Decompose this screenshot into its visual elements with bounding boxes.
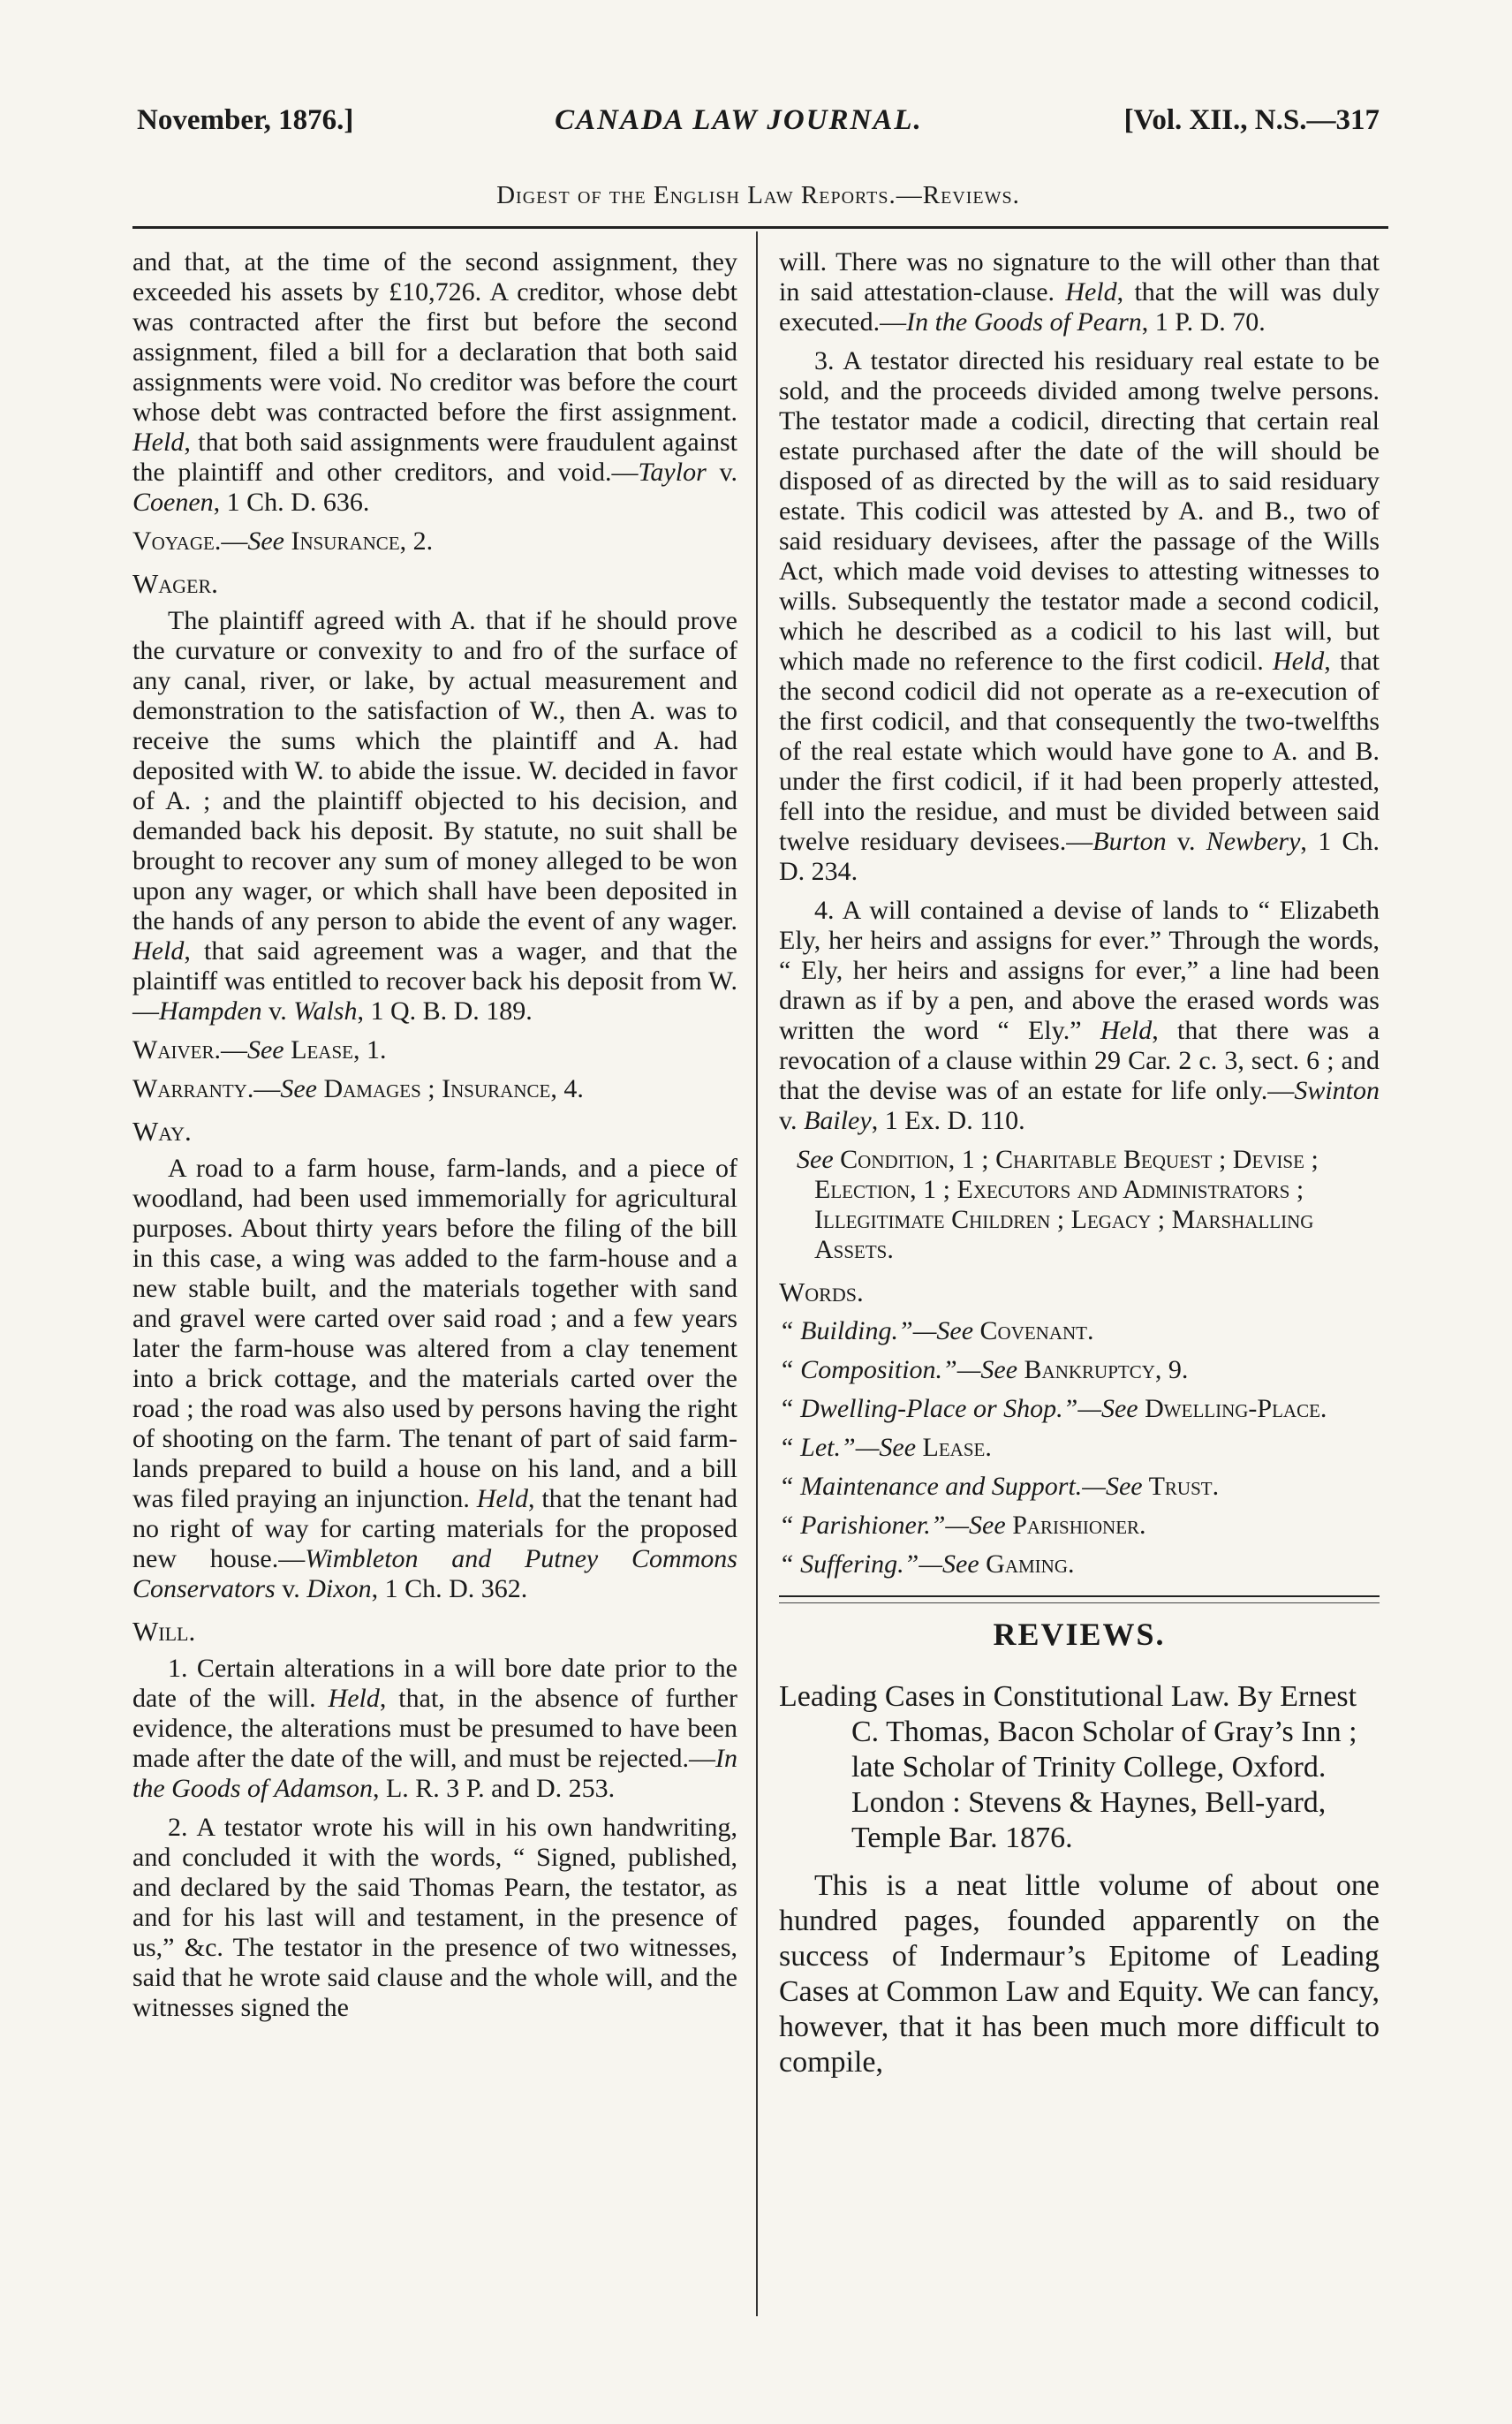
review-book-heading: Leading Cases in Constitutional Law. By Ernest C. Thomas, Bacon Scholar of Gray’s Inn ; late Scholar of Trinity College, Oxford. London : Stevens & Haynes, Bell-yard, Temple Bar. 1876.: [779, 1680, 1357, 1854]
case-name: In the Goods of Adamson: [132, 1744, 737, 1803]
entry-term: Waiver.—: [132, 1035, 247, 1064]
text-run: , that the tenant had no right of way for carting materials for the proposed new house.—: [132, 1484, 737, 1573]
word-term: “ Let.”—See: [779, 1433, 917, 1462]
citation: , 1 Q. B. D. 189.: [357, 996, 533, 1026]
running-head: [137, 99, 1380, 141]
word-entry: [779, 1511, 1380, 1541]
case-name: In the Goods of Pearn: [906, 307, 1142, 337]
citation: , 1 Ch. D. 234.: [779, 827, 1380, 886]
held: Held: [476, 1484, 529, 1513]
warranty-entry: [132, 1074, 737, 1104]
citation: , L. R. 3 P. and D. 253.: [372, 1774, 616, 1803]
reviews-title: REVIEWS.: [993, 1617, 1166, 1652]
word-term: “ Parishioner.”—See: [779, 1511, 1006, 1540]
will-paragraph-3: [779, 346, 1380, 887]
reviews-rule: [779, 1595, 1380, 1597]
case-name: Coenen: [132, 488, 214, 517]
text-run: 4. A will contained a devise of lands to “ Elizabeth Ely, her heirs and assigns for ever.” Through the words, “ Ely, her heirs and assigns for ever,” a line had been drawn as if by a pen, and above the erased words was written the word “ Ely.”: [779, 896, 1380, 1045]
case-name: Walsh: [293, 996, 358, 1026]
held: Held: [1065, 277, 1117, 307]
words-heading: Words.: [779, 1276, 864, 1307]
citation: , 1 Ch. D. 636.: [213, 488, 370, 517]
journal-title: CANADA LAW JOURNAL.: [555, 103, 923, 136]
text-run: will. There was no signature to the will other than that in said attestation-clause.: [779, 247, 1380, 307]
text-run: , that said agreement was a wager, and that the plaintiff was entitled to recover back his deposit from W.—: [132, 936, 737, 1026]
will-see-also: [779, 1145, 1380, 1265]
citation: , 1 Ch. D. 362.: [371, 1574, 528, 1603]
cross-reference: Dwelling-Place.: [1138, 1394, 1327, 1423]
cross-reference: Lease.: [916, 1433, 992, 1462]
cross-reference: Condition, 1 ; Charitable Bequest ; Devise ; Election, 1 ; Executors and Administrators ; Illegitimate Children ; Legacy ; Marshalling Assets.: [814, 1145, 1319, 1264]
cross-reference: Lease, 1.: [284, 1035, 387, 1064]
held: Held: [328, 1684, 380, 1713]
word-term: “ Dwelling-Place or Shop.”—See: [779, 1394, 1138, 1423]
cross-reference: Bankruptcy, 9.: [1017, 1355, 1189, 1384]
held: Held: [1272, 647, 1325, 676]
versus: v.: [779, 1106, 805, 1135]
text-run: , that, in the absence of further evidence, the alterations must be presumed to have been made after the date of the will, and must be rejected.—: [132, 1684, 737, 1773]
wager-paragraph: [132, 606, 737, 1026]
will-paragraph-4: [779, 896, 1380, 1136]
section-heading: Digest of the English Law Reports.—Reviews.: [496, 181, 1020, 209]
assignment-paragraph: [132, 247, 737, 518]
word-entry: [779, 1433, 1380, 1463]
see: See: [797, 1145, 834, 1174]
word-entry: [779, 1472, 1380, 1502]
entry-term: Voyage.—: [132, 526, 248, 556]
text-run: 1. Certain alterations in a will bore date prior to the date of the will.: [132, 1654, 737, 1713]
word-entry: [779, 1316, 1380, 1346]
held: Held: [132, 428, 185, 457]
way-paragraph: [132, 1154, 737, 1604]
text-run: A road to a farm house, farm-lands, and a piece of woodland, had been used immemorially for agricultural purposes. About thirty years before the filing of the bill in this case, a wing was added to the farm-house and a new stable built, and the materials together with sand and gravel were carted over said road ; and a few years later the farm-house was altered from a clay tenement into a brick cottage, and the materials carted over the road ; the road was also used by persons having the right of shooting on the farm. The tenant of part of said farm-lands prepared to build a house on his land, and a bill was filed praying an injunction.: [132, 1154, 737, 1513]
way-heading: Way.: [132, 1116, 192, 1147]
case-name: Dixon: [306, 1574, 372, 1603]
word-term: “ Suffering.”—See: [779, 1549, 979, 1579]
citation: , 1 P. D. 70.: [1141, 307, 1266, 337]
see: See: [280, 1074, 317, 1103]
versus: v.: [275, 1574, 307, 1603]
see: See: [246, 1035, 284, 1064]
case-name: Wimbleton and Putney Commons Conservators: [132, 1544, 737, 1603]
word-entry: [779, 1549, 1380, 1579]
word-entry: [779, 1355, 1380, 1385]
versus: v.: [706, 458, 737, 487]
entry-term: Warranty.—: [132, 1074, 281, 1103]
citation: , 1 Ex. D. 110.: [871, 1106, 1025, 1135]
text-run: The plaintiff agreed with A. that if he should prove the curvature or convexity to and fro of the surface of any canal, river, or lake, by actual measurement and demonstration to the satisfaction of W., then A. was to receive the sums which the plaintiff and A. had deposited with W. to abide the issue. W. decided in favor of A. ; and the plaintiff objected to his decision, and demanded back his deposit. By statute, no suit shall be brought to recover any sum of money alleged to be won upon any wager, or which shall have been deposited in the hands of any person to abide the event of any wager.: [132, 606, 737, 936]
right-column: [779, 247, 1380, 2080]
text-run: , that there was a revocation of a clause within 29 Car. 2 c. 3, sect. 6 ; and that the devise was of an estate for life only.—: [779, 1016, 1380, 1105]
reviews-rule-thin: [779, 1602, 1380, 1603]
case-name: Newbery: [1206, 827, 1301, 856]
wager-heading: Wager.: [132, 568, 218, 599]
text-run: and that, at the time of the second assignment, they exceeded his assets by £10,726. A creditor, whose debt was contracted after the first but before the second assignment, filed a bill for a declaration that both said assignments were void. No creditor was before the court whose debt was contracted before the first assignment.: [132, 247, 737, 427]
text-run: , that the will was duly executed.—: [779, 277, 1380, 337]
held: Held: [132, 936, 185, 966]
cross-reference: Gaming.: [979, 1549, 1075, 1579]
versus: v.: [1166, 827, 1206, 856]
left-column: [132, 247, 737, 2032]
case-name: Taylor: [638, 458, 707, 487]
word-term: “ Composition.”—See: [779, 1355, 1018, 1384]
cross-reference: Trust.: [1142, 1472, 1220, 1501]
will-continuation: [779, 247, 1380, 337]
cross-reference: Damages ; Insurance, 4.: [316, 1074, 584, 1103]
versus: v.: [261, 996, 294, 1026]
text-run: 3. A testator directed his residuary real estate to be sold, and the proceeds divided among twelve persons. The testator made a codicil, directing that certain real estate purchased after the date of the will should be disposed of as directed by the will as to said residuary estate. This codicil was attested by A. and B., two of said residuary devisees, after the passage of the Wills Act, which made void devises to attesting witnesses to wills. Subsequently the testator made a second codicil, which he described as a codicil to his last will, but which made no reference to the first codicil.: [779, 346, 1380, 676]
will-paragraph-1: [132, 1654, 737, 1804]
header-rule: [132, 226, 1388, 229]
word-term: “ Building.”—See: [779, 1316, 974, 1345]
text-run: , that both said assignments were fraudulent against the plaintiff and other creditors, and void.—: [132, 428, 737, 487]
column-rule: [756, 231, 758, 2316]
word-entry: [779, 1394, 1380, 1424]
volume-page: [Vol. XII., N.S.—317: [1123, 103, 1380, 136]
cross-reference: Covenant.: [973, 1316, 1094, 1345]
will-heading: Will.: [132, 1616, 196, 1647]
case-name: Hampden: [159, 996, 262, 1026]
case-name: Swinton: [1294, 1076, 1380, 1105]
text-run: , that the second codicil did not operate as a re-execution of the first codicil, and that consequently the two-twelfths of the real estate which would have gone to A. and B. under the first codicil, if it had been properly attested, fell into the residue, and must be divided between said twelve residuary devisees.—: [779, 647, 1380, 856]
word-term: “ Maintenance and Support.—See: [779, 1472, 1143, 1501]
will-paragraph-2: 2. A testator wrote his will in his own handwriting, and concluded it with the words, “ Signed, published, and declared by the said Thomas Pearn, the testator, as and for his last will and testament, in the presence of us,” &c. The testator in the presence of two witnesses, said that he wrote said clause and the whole will, and the witnesses signed the: [132, 1813, 737, 2022]
issue-date: November, 1876.]: [137, 103, 354, 136]
see: See: [247, 526, 284, 556]
held: Held: [1100, 1016, 1153, 1045]
case-name: Bailey: [804, 1106, 872, 1135]
cross-reference: Insurance, 2.: [284, 526, 434, 556]
waiver-entry: [132, 1035, 737, 1065]
case-name: Burton: [1092, 827, 1167, 856]
voyage-entry: [132, 526, 737, 557]
cross-reference: Parishioner.: [1005, 1511, 1146, 1540]
review-body: This is a neat little volume of about one hundred pages, founded apparently on the success of Indermaur’s Epitome of Leading Cases at Common Law and Equity. We can fancy, however, that it has been much more difficult to compile,: [779, 1869, 1380, 2079]
